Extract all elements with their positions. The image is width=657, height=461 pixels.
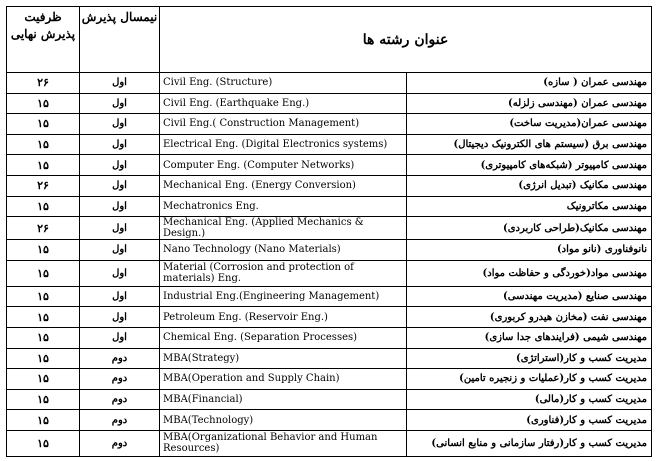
table-row <box>7 260 652 286</box>
semester-cell: اول <box>80 260 160 286</box>
capacity-cell: ۲۶ <box>7 217 80 240</box>
capacity-cell: ۱۵ <box>7 369 80 390</box>
table-row <box>7 196 652 217</box>
table-row <box>7 389 652 410</box>
english-title-cell: Civil Eng. (Structure) <box>160 73 407 94</box>
capacity-cell: ۱۵ <box>7 389 80 410</box>
capacity-cell: ۱۵ <box>7 134 80 155</box>
capacity-cell: ۱۵ <box>7 307 80 328</box>
semester-cell: اول <box>80 327 160 348</box>
semester-cell: دوم <box>80 369 160 390</box>
semester-cell: اول <box>80 134 160 155</box>
semester-cell: اول <box>80 240 160 261</box>
table-row <box>7 175 652 196</box>
capacity-cell: ۱۵ <box>7 155 80 176</box>
persian-title-cell: نانوفناوری (نانو مواد) <box>407 240 652 261</box>
table-row <box>7 134 652 155</box>
persian-title-cell: مدیریت کسب و کار(مالی) <box>407 389 652 410</box>
english-title-cell: Petroleum Eng. (Reservoir Eng.) <box>160 307 407 328</box>
capacity-cell: ۱۵ <box>7 410 80 431</box>
persian-title-cell: مدیریت کسب و کار(فناوری) <box>407 410 652 431</box>
english-title-cell: MBA(Operation and Supply Chain) <box>160 369 407 390</box>
persian-title-cell: مهندسی مکانیک (تبدیل انرژی) <box>407 175 652 196</box>
semester-cell: اول <box>80 73 160 94</box>
capacity-cell: ۱۵ <box>7 327 80 348</box>
semester-cell: اول <box>80 217 160 240</box>
english-title-cell: Mechanical Eng. (Applied Mechanics & Design.) <box>160 217 407 240</box>
table-row <box>7 73 652 94</box>
table-row <box>7 286 652 307</box>
semester-cell: دوم <box>80 389 160 410</box>
capacity-cell: ۲۶ <box>7 175 80 196</box>
semester-cell: اول <box>80 114 160 135</box>
table-row <box>7 217 652 240</box>
semester-cell: اول <box>80 93 160 114</box>
english-title-cell: MBA(Technology) <box>160 410 407 431</box>
table-row <box>7 155 652 176</box>
programs-table <box>6 6 652 457</box>
persian-title-cell: مدیریت کسب و کار(رفتار سازمانی و منابع انسانی) <box>407 430 652 456</box>
english-title-cell: MBA(Financial) <box>160 389 407 410</box>
persian-title-cell: مهندسی کامپیوتر (شبکه‌های کامپیوتری) <box>407 155 652 176</box>
semester-cell: اول <box>80 155 160 176</box>
persian-title-cell: مهندسی عمران(مدیریت ساخت) <box>407 114 652 135</box>
english-title-cell: Civil Eng.( Construction Management) <box>160 114 407 135</box>
capacity-cell: ۱۵ <box>7 286 80 307</box>
english-title-cell: Nano Technology (Nano Materials) <box>160 240 407 261</box>
english-title-cell: Computer Eng. (Computer Networks) <box>160 155 407 176</box>
capacity-cell: ۱۵ <box>7 196 80 217</box>
header-row <box>7 7 652 73</box>
persian-title-cell: مهندسی عمران ( سازه) <box>407 73 652 94</box>
persian-title-cell: مهندسی عمران (مهندسی زلزله) <box>407 93 652 114</box>
semester-cell: اول <box>80 286 160 307</box>
capacity-cell: ۱۵ <box>7 240 80 261</box>
english-title-cell: MBA(Organizational Behavior and Human Resources) <box>160 430 407 456</box>
table-row <box>7 430 652 456</box>
persian-title-cell: مدیریت کسب و کار(استراتژی) <box>407 348 652 369</box>
semester-cell: دوم <box>80 430 160 456</box>
persian-title-cell: مهندسی مواد(خوردگی و حفاظت مواد) <box>407 260 652 286</box>
persian-title-cell: مهندسی مکاترونیک <box>407 196 652 217</box>
english-title-cell: Civil Eng. (Earthquake Eng.) <box>160 93 407 114</box>
persian-title-cell: مهندسی صنایع (مدیریت مهندسی) <box>407 286 652 307</box>
persian-title-cell: مهندسی برق (سیستم های الکترونیک دیجیتال) <box>407 134 652 155</box>
table-row <box>7 93 652 114</box>
table-row <box>7 327 652 348</box>
english-title-cell: Industrial Eng.(Engineering Management) <box>160 286 407 307</box>
capacity-cell: ۱۵ <box>7 260 80 286</box>
table-row <box>7 307 652 328</box>
persian-title-cell: مهندسی شیمی (فرایندهای جدا سازی) <box>407 327 652 348</box>
semester-cell: دوم <box>80 348 160 369</box>
table-row <box>7 240 652 261</box>
semester-cell: اول <box>80 307 160 328</box>
english-title-cell: Material (Corrosion and protection of materials) Eng. <box>160 260 407 286</box>
persian-title-cell: مهندسی مکانیک(طراحی کاربردی) <box>407 217 652 240</box>
capacity-cell: ۲۶ <box>7 73 80 94</box>
english-title-cell: Mechanical Eng. (Energy Conversion) <box>160 175 407 196</box>
table-row <box>7 348 652 369</box>
table-body <box>7 73 652 457</box>
table-row <box>7 410 652 431</box>
semester-header: نیمسال پذیرش <box>80 7 160 73</box>
title-header: عنوان رشته ها <box>160 7 652 73</box>
semester-cell: دوم <box>80 410 160 431</box>
capacity-cell: ۱۵ <box>7 93 80 114</box>
persian-title-cell: مهندسی نفت (مخازن هیدرو کربوری) <box>407 307 652 328</box>
capacity-header: ظرفیت پذیرش نهایی <box>7 7 80 73</box>
semester-cell: اول <box>80 175 160 196</box>
capacity-cell: ۱۵ <box>7 348 80 369</box>
capacity-cell: ۱۵ <box>7 114 80 135</box>
capacity-cell: ۱۵ <box>7 430 80 456</box>
english-title-cell: MBA(Strategy) <box>160 348 407 369</box>
english-title-cell: Mechatronics Eng. <box>160 196 407 217</box>
table-row <box>7 369 652 390</box>
semester-cell: اول <box>80 196 160 217</box>
persian-title-cell: مدیریت کسب و کار(عملیات و زنجیره تامین) <box>407 369 652 390</box>
english-title-cell: Chemical Eng. (Separation Processes) <box>160 327 407 348</box>
english-title-cell: Electrical Eng. (Digital Electronics systems) <box>160 134 407 155</box>
table-row <box>7 114 652 135</box>
